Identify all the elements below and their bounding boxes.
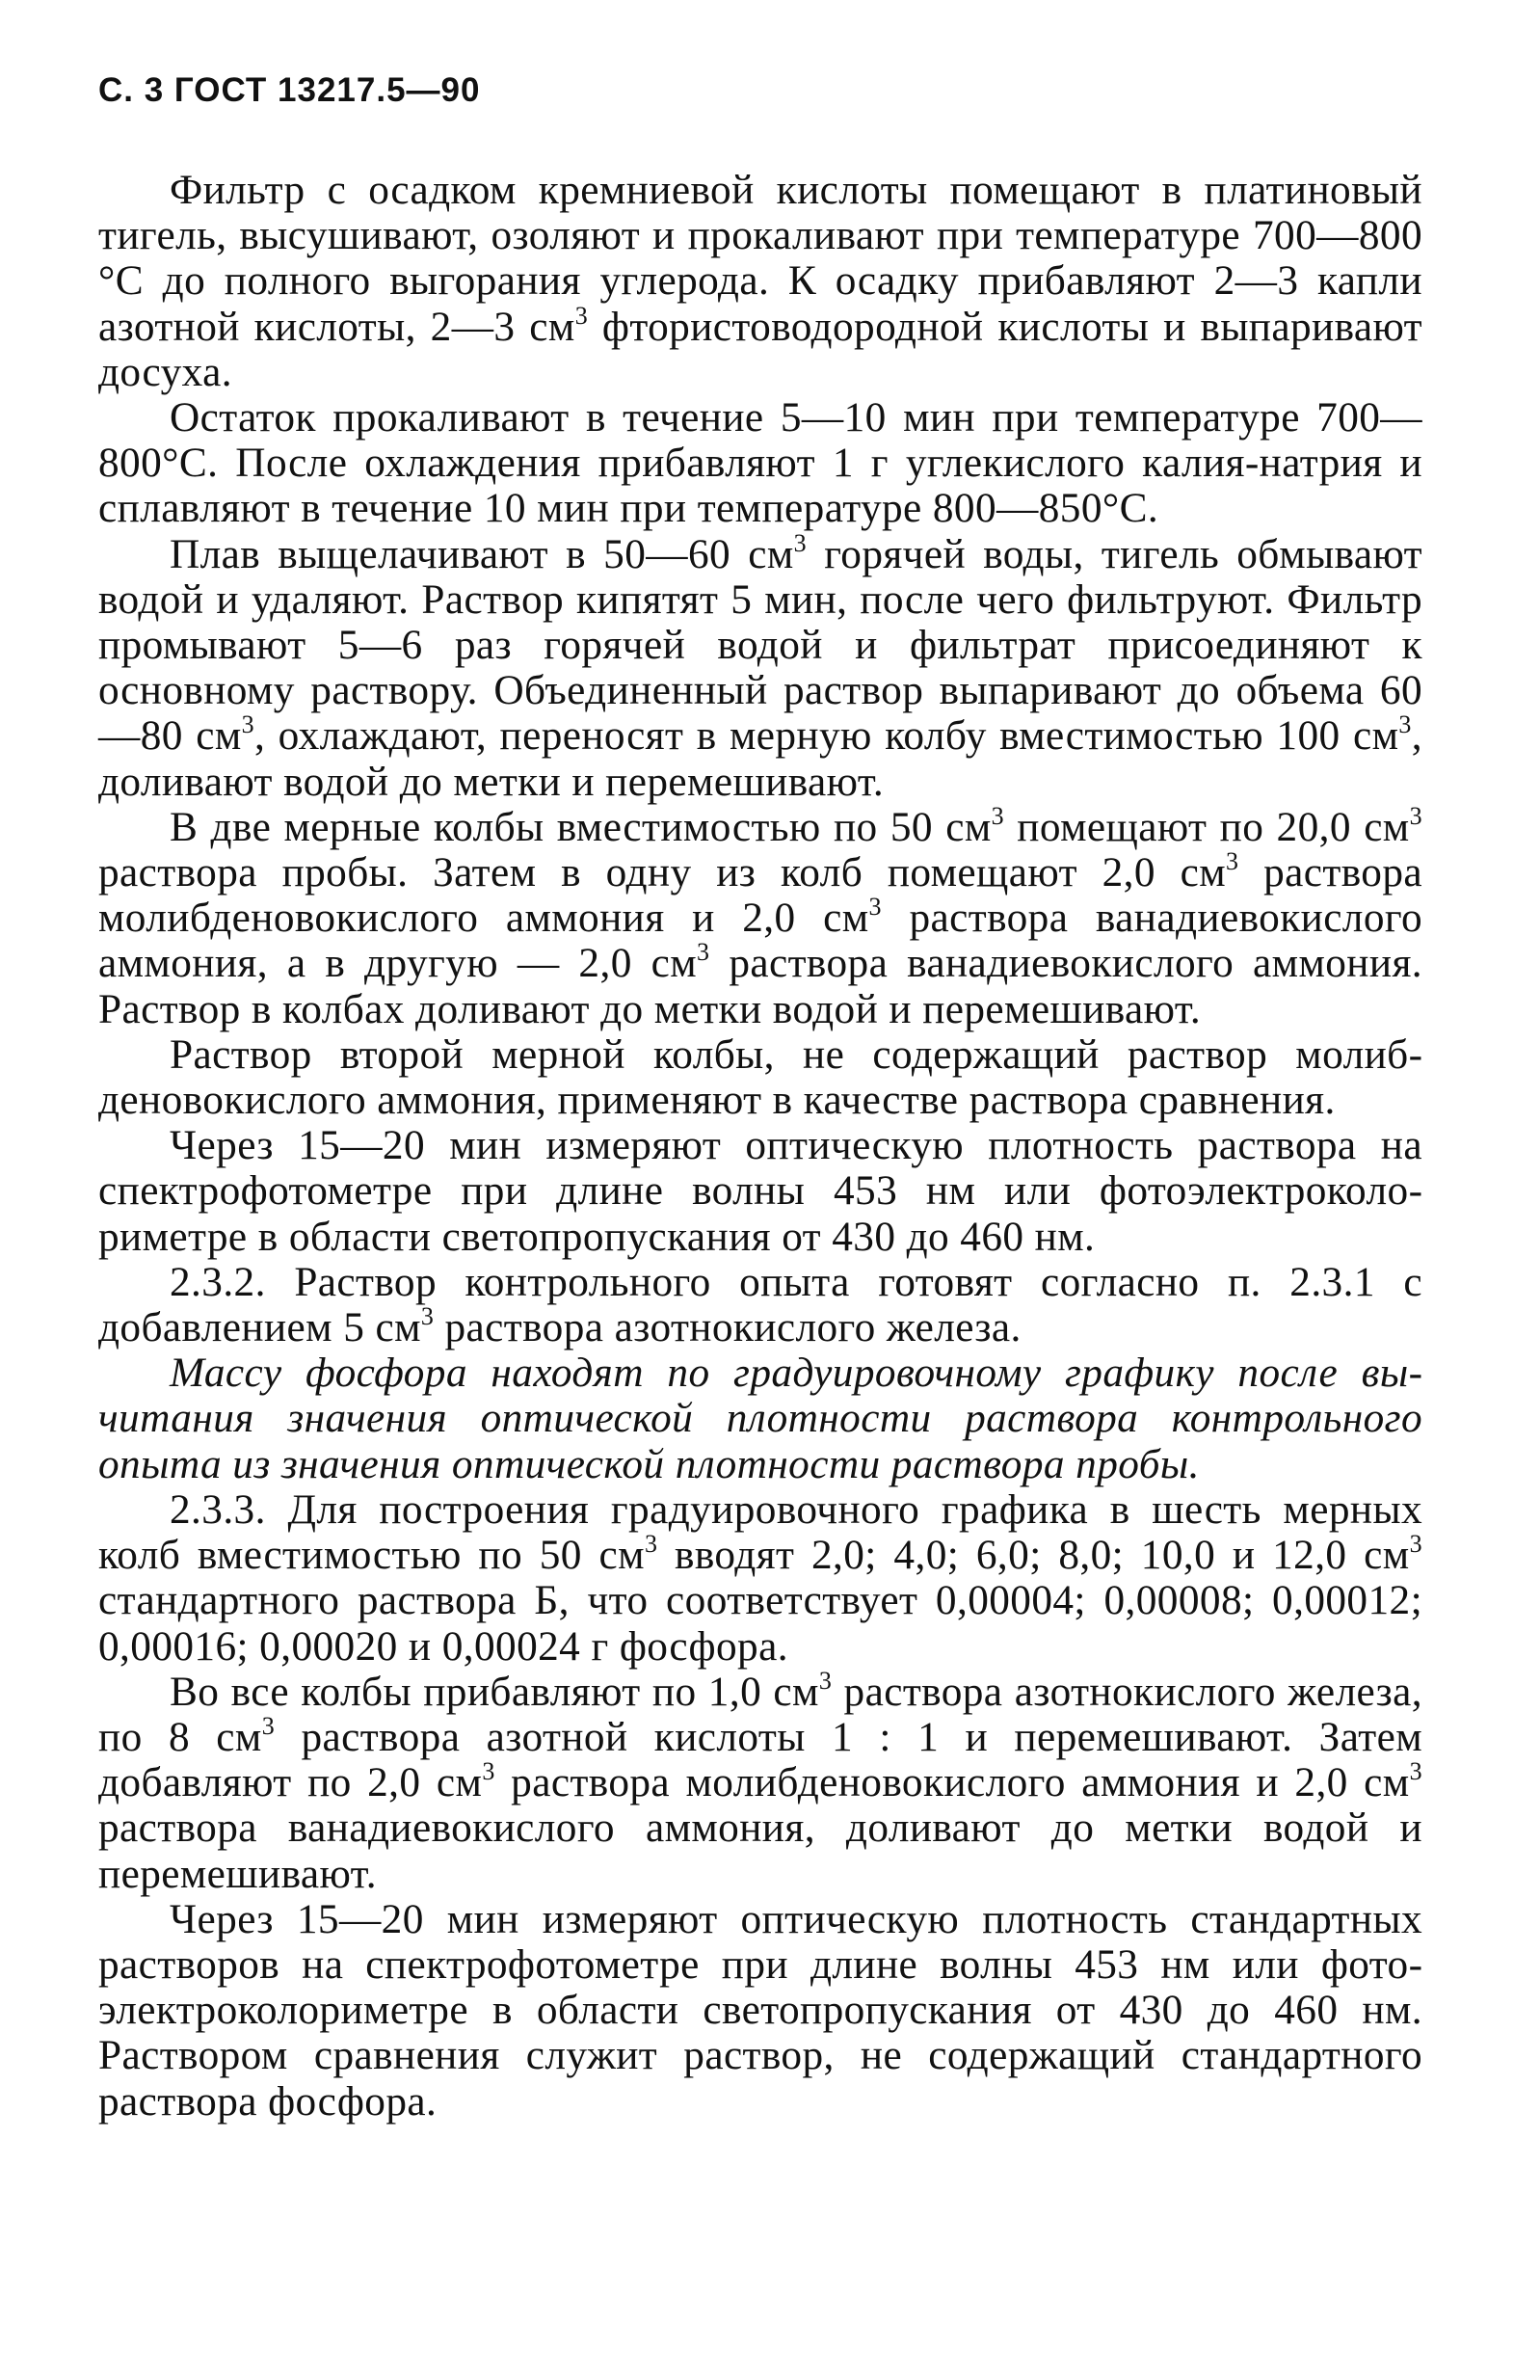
paragraph-3: Плав выщелачивают в 50—60 $см^3$ горячей воды, тигель обмывают водой и удаляют. Раствор кипятят 5 мин, после чего фильтруют. Фильтр промывают 5—6 раз горячей водой и фильтрат присоединяют к основному раствору. Объединенный раствор выпаривают до объема 60—80 $см^3$, охлаждают, переносят в мерную колбу вместимостью 100 $см^3$, доливают водой до метки и перемешивают. [98,528,1423,805]
paragraph-1: Фильтр с осадком кремниевой кислоты помещают в платиновый тигель, высушивают, озоляют и прокаливают при температуре 700—800 °С до полного выгорания углерода. К осадку прибавляют 2—3 капли азотной кислоты, 2—3 $см^3$ фтористоводородной кислоты и выпаривают досуха. [98,167,1422,395]
paragraph-4: В две мерные колбы вместимостью по 50 $см^3$ помещают по 20,0 $см^3$ раствора пробы. Затем в одну из колб помещают 2,0 $см^3$ раствора молибденовокислого аммония и 2,0 $см^3$ раствора ванадиевокислого аммония, а в другую — 2,0 $см^3$ раствора ванадиевокислого аммония. Раствор в колбах доливают до метки водой и перемешивают. [98,801,1422,1032]
paragraph-8-phosphorus-mass: Массу фосфора находят по градуировочному графику после вычитания значения оптической плотности раствора контрольного опыта из значения оптической плотности раствора пробы. [98,1350,1422,1487]
paragraph-10: Во все колбы прибавляют по 1,0 $см^3$ раствора азотнокислого железа, по 8 $см^3$ раствора азотной кислоты 1 : 1 и перемешивают. Затем добавляют по 2,0 $см^3$ раствора молибденовокислого аммония и 2,0 $см^3$ раствора ванадиевокислого аммония, доливают до метки водой и перемешивают. [98,1666,1422,1897]
paragraph-6: Через 15—20 мин измеряют оптическую плотность раствора на спектрофотометре при длине волны 453 нм или фотоэлектроколориметре в области светопропускания от 430 до 460 нм. [98,1122,1422,1260]
paragraph-2: Остаток прокаливают в течение 5—10 мин при температуре 700—800°С. После охлаждения прибавляют 1 г углекислого калия-натрия и сплавляют в течение 10 мин при температуре 800—850°С. [98,394,1422,532]
paragraph-11: Через 15—20 мин измеряют оптическую плотность стандартных растворов на спектрофотометре при длине волны 453 нм или фотоэлектроколориметре в области светопропускания от 430 до 460 нм. Раствором сравнения служит раствор, не содержащий стандартного раствора фосфора. [98,1895,1422,2125]
page-header: С. 3 ГОСТ 13217.5—90 [98,71,481,109]
paragraph-7-section-2-3-2: 2.3.2. Раствор контрольного опыта готовят согласно п. 2.3.1 с добавлением 5 $см^3$ раствора азотнокислого железа. [98,1258,1422,1351]
document-page [98,71,1422,2125]
paragraph-5: Раствор второй мерной колбы, не содержащий раствор молибденовокислого аммония, применяют в качестве раствора сравнения. [98,1030,1422,1124]
document-body [98,168,1422,2125]
paragraph-9-section-2-3-3: 2.3.3. Для построения градуировочного графика в шесть мерных колб вместимостью по 50 $см^3$ вводят 2,0; 4,0; 6,0; 8,0; 10,0 и 12,0 $см^3$ стандартного раствора Б, что соответствует 0,00004; 0,00008; 0,00012; 0,00016; 0,00020 и 0,00024 г фосфора. [98,1485,1422,1670]
